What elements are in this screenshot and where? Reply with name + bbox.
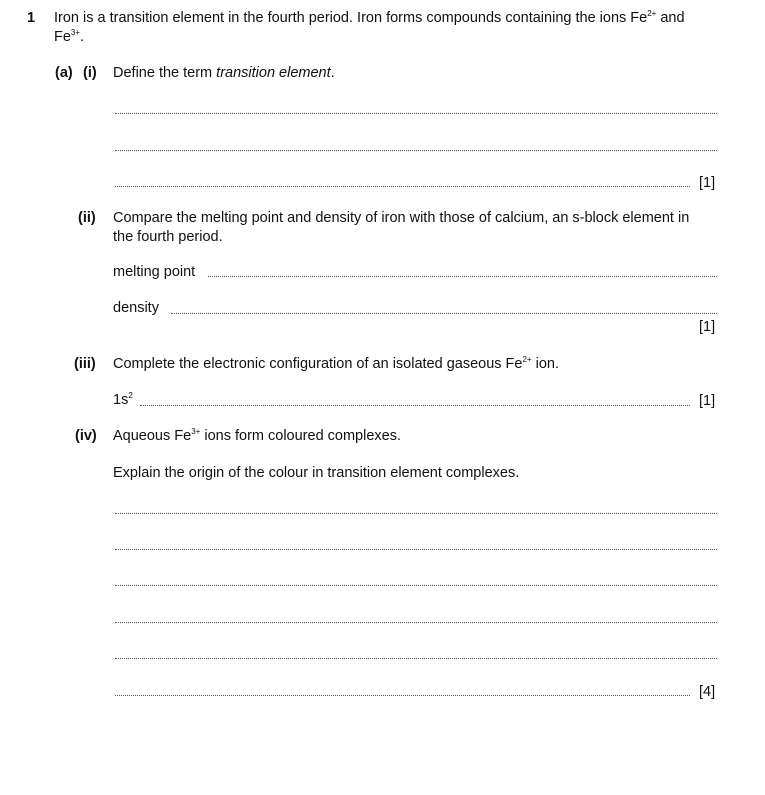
marks-a-ii: [1] xyxy=(699,319,716,335)
stem-sup-1: 2+ xyxy=(647,9,657,18)
part-a-i-prompt xyxy=(113,65,335,81)
part-a-iii-label: (iii) xyxy=(74,356,96,372)
marks-a-i: [1] xyxy=(699,175,716,191)
part-a-ii-prompt-line-2: the fourth period. xyxy=(113,229,223,245)
part-a-i-label: (i) xyxy=(83,65,97,81)
melting-point-answer-line[interactable] xyxy=(208,276,717,277)
answer-line[interactable] xyxy=(115,658,717,659)
prompt-text: Complete the electronic configuration of an isolated gaseous Fe xyxy=(113,356,523,372)
prompt-term: transition element xyxy=(216,65,331,81)
prompt-prefix: Aqueous Fe xyxy=(113,428,192,444)
marks-a-iv: [4] xyxy=(699,684,716,700)
part-a-iv-explain: Explain the origin of the colour in transition element complexes. xyxy=(113,465,520,481)
marks-a-iii: [1] xyxy=(699,393,716,409)
stem-end: . xyxy=(80,29,85,45)
stem-text-1: Iron is a transition element in the fourth period. Iron forms compounds containing the ions Fe xyxy=(54,10,648,26)
prompt-end: ion. xyxy=(531,356,560,372)
stem-text-2: Fe xyxy=(54,29,71,45)
part-a-iii-prompt xyxy=(113,356,559,372)
answer-line[interactable] xyxy=(115,186,690,187)
part-a-label: (a) xyxy=(55,65,73,81)
prompt-suffix: . xyxy=(330,65,335,81)
part-a-ii-label: (ii) xyxy=(78,210,96,226)
prompt-suffix: ions form coloured complexes. xyxy=(200,428,401,444)
density-answer-line[interactable] xyxy=(171,313,717,314)
question-number: 1 xyxy=(27,10,36,26)
config-base: 1s xyxy=(113,392,129,408)
part-a-ii-prompt-line-1: Compare the melting point and density of iron with those of calcium, an s-block element in xyxy=(113,210,690,226)
answer-line[interactable] xyxy=(115,695,690,696)
stem-sup-2: 3+ xyxy=(70,28,81,37)
answer-line[interactable] xyxy=(115,585,717,586)
answer-line[interactable] xyxy=(115,513,717,514)
question-stem-line-1 xyxy=(54,10,685,26)
config-start xyxy=(113,392,133,408)
config-answer-line[interactable] xyxy=(140,405,690,406)
prompt-sup: 3+ xyxy=(191,427,201,436)
part-a-iv-label: (iv) xyxy=(75,428,97,444)
stem-and: and xyxy=(656,10,685,26)
answer-line[interactable] xyxy=(115,622,717,623)
melting-point-label: melting point xyxy=(113,264,196,280)
part-a-iv-prompt xyxy=(113,428,401,444)
density-label: density xyxy=(113,300,159,316)
answer-line[interactable] xyxy=(115,150,717,151)
prompt-sup: 2+ xyxy=(522,355,532,364)
answer-line[interactable] xyxy=(115,549,717,550)
question-stem-line-2 xyxy=(54,29,84,45)
prompt-prefix: Define the term xyxy=(113,65,217,81)
config-sup: 2 xyxy=(128,391,133,400)
answer-line[interactable] xyxy=(115,113,717,114)
